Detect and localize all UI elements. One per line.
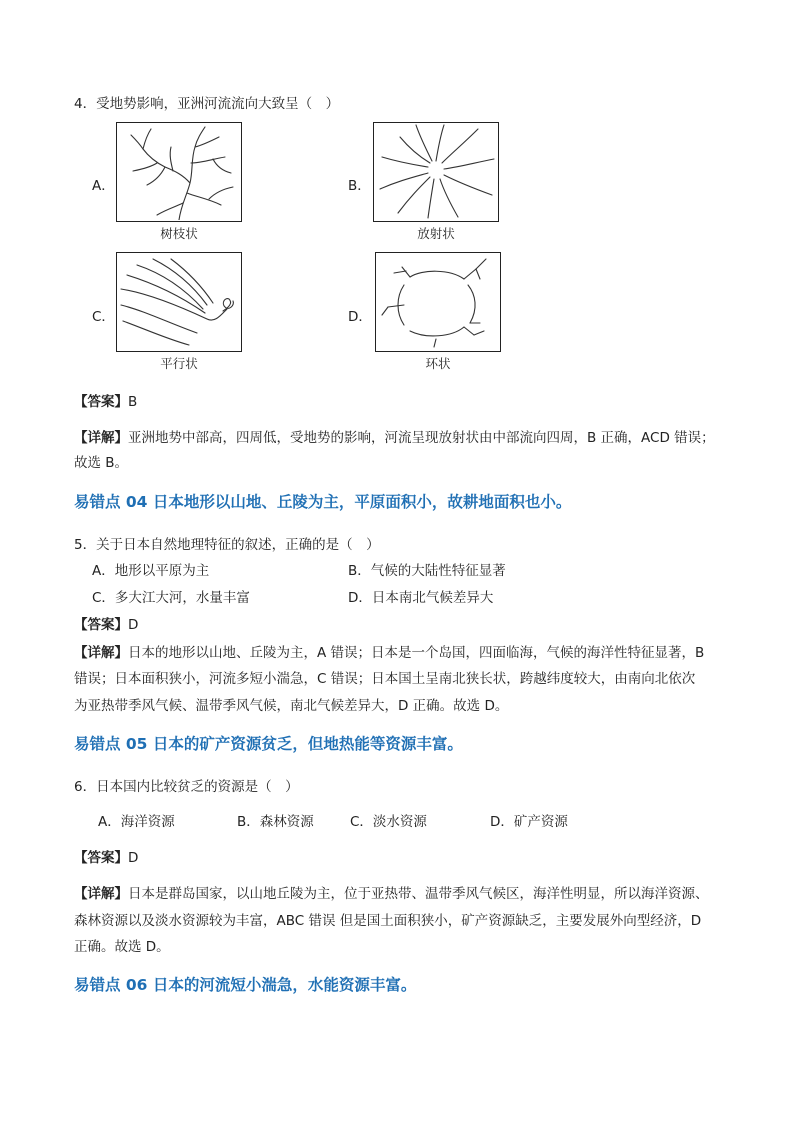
option-c-label: C． [92, 309, 115, 325]
option-b-caption: 放射状 [417, 226, 455, 241]
question-5-option-d: D．日本南北气候差异大 [348, 590, 494, 606]
annular-river-icon [376, 253, 499, 350]
question-6-detail-line-2: 森林资源以及淡水资源较为丰富，ABC 错误 但是国土面积狭小，矿产资源缺乏，主要发展外向型经济，D [74, 913, 702, 929]
answer-tag: 【答案】 [74, 394, 128, 410]
answer-value: D [128, 617, 139, 633]
question-5-stem: 5．关于日本自然地理特征的叙述，正确的是（ ） [74, 537, 380, 553]
question-6-option-c: C．淡水资源 [350, 814, 427, 830]
radial-river-figure [373, 122, 499, 222]
option-d-label: D． [348, 309, 372, 325]
radial-river-icon [374, 123, 497, 220]
question-5-detail-line-1: 【详解】日本的地形以山地、丘陵为主，A 错误；日本是一个岛国，四面临海，气候的海洋性特征显著，B [74, 645, 705, 661]
heading-error-point-06: 易错点 06 日本的河流短小湍急，水能资源丰富。 [74, 976, 417, 994]
answer-tag: 【答案】 [74, 850, 128, 866]
parallel-river-icon [117, 253, 240, 350]
option-d-caption: 环状 [425, 356, 451, 371]
question-5-option-b: B．气候的大陆性特征显著 [348, 563, 506, 579]
question-6-detail-line-1: 【详解】日本是群岛国家，以山地丘陵为主，位于亚热带、温带季风气候区，海洋性明显，所以海洋资源、 [74, 886, 709, 902]
question-4-stem: 4．受地势影响，亚洲河流流向大致呈（ ） [74, 96, 340, 112]
option-a-label: A． [92, 178, 115, 194]
option-a-caption: 树枝状 [160, 226, 198, 241]
heading-error-point-05: 易错点 05 日本的矿产资源贫乏，但地热能等资源丰富。 [74, 735, 463, 753]
detail-tag: 【详解】 [74, 886, 128, 902]
dendritic-river-figure [116, 122, 242, 222]
question-6-option-a: A．海洋资源 [98, 814, 175, 830]
heading-error-point-04: 易错点 04 日本地形以山地、丘陵为主，平原面积小，故耕地面积也小。 [74, 493, 572, 511]
question-4-detail-line-1: 【详解】亚洲地势中部高，四周低，受地势的影响，河流呈现放射状由中部流向四周，B 正确，ACD 错误； [74, 430, 715, 446]
question-6-option-b: B．森林资源 [237, 814, 314, 830]
question-5-answer [74, 615, 138, 635]
answer-tag: 【答案】 [74, 617, 128, 633]
question-5-detail-line-2: 错误；日本面积狭小，河流多短小湍急，C 错误；日本国土呈南北狭长状，跨越纬度较大，由南向北依次 [74, 671, 696, 687]
annular-river-figure [375, 252, 501, 352]
option-c-caption: 平行状 [160, 356, 198, 371]
question-4-detail-line-2: 故选 B。 [74, 455, 129, 471]
question-6-stem: 6．日本国内比较贫乏的资源是（ ） [74, 779, 299, 795]
detail-tag: 【详解】 [74, 430, 128, 446]
answer-value: D [128, 850, 139, 866]
dendritic-river-icon [117, 123, 240, 220]
question-6-answer [74, 848, 138, 868]
option-b-label: B． [348, 178, 371, 194]
question-5-option-c: C．多大江大河，水量丰富 [92, 590, 250, 606]
question-4-answer [74, 392, 137, 412]
detail-tag: 【详解】 [74, 645, 128, 661]
answer-value: B [128, 394, 138, 410]
question-5-option-a: A．地形以平原为主 [92, 563, 210, 579]
question-6-detail-line-3: 正确。故选 D。 [74, 939, 170, 955]
question-6-option-d: D．矿产资源 [490, 814, 568, 830]
parallel-river-figure [116, 252, 242, 352]
question-5-detail-line-3: 为亚热带季风气候、温带季风气候，南北气候差异大，D 正确。故选 D。 [74, 698, 509, 714]
